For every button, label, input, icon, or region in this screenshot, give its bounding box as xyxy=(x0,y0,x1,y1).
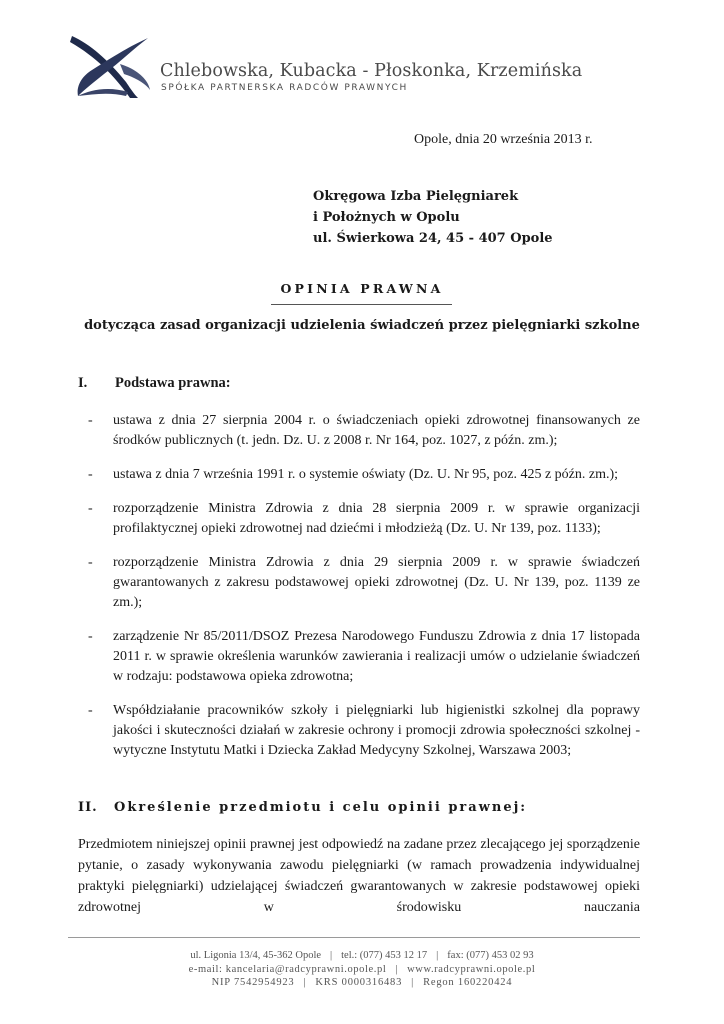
section-1-title: Podstawa prawna: xyxy=(115,375,231,391)
list-item-text: rozporządzenie Ministra Zdrowia z dnia 29 sierpnia 2009 r. w sprawie świadczeń gwarantowanych z zakresu podstawowej opieki zdrowotnej (Dz. U. Nr 139, poz. 1139 ze zm.); xyxy=(113,555,640,610)
legal-basis-list xyxy=(88,411,640,775)
firm-logo-icon xyxy=(68,34,152,100)
addressee-line: i Położnych w Opolu xyxy=(313,210,460,225)
footer-line-contact xyxy=(0,950,724,961)
section-2-number: II. xyxy=(78,800,98,815)
list-dash: - xyxy=(88,703,93,718)
footer-line-registry xyxy=(0,977,724,988)
list-item xyxy=(88,553,640,613)
title-underline xyxy=(271,304,452,305)
list-item xyxy=(88,627,640,687)
section-2-paragraph: Przedmiotem niniejszej opinii prawnej jest odpowiedź na zadane przez zlecającego jej sporządzenie pytanie, o zasady wykonywania zawodu pielęgniarki (w ramach prowadzenia indywidualnej praktyki pielęgniarki) udzielającej świadczeń gwarantowanych w zakresie podstawowej opieki zdrowotnej w środowisku nauczania xyxy=(78,837,640,915)
section-1-number: I. xyxy=(78,375,88,391)
footer-separator: | xyxy=(436,950,439,961)
footer-fax: fax: (077) 453 02 93 xyxy=(447,950,534,961)
addressee-line: ul. Świerkowa 24, 45 - 407 Opole xyxy=(313,231,553,246)
list-dash: - xyxy=(88,629,93,644)
list-item-text: ustawa z dnia 27 sierpnia 2004 r. o świadczeniach opieki zdrowotnej finansowanych ze środków publicznych (t. jedn. Dz. U. z 2008 r. Nr 164, poz. 1027, z późn. zm.); xyxy=(113,413,640,448)
addressee-line: Okręgowa Izba Pielęgniarek xyxy=(313,189,519,204)
footer-separator: | xyxy=(395,964,399,975)
footer-krs: KRS 0000316483 xyxy=(315,977,403,988)
firm-subtitle: SPÓŁKA PARTNERSKA RADCÓW PRAWNYCH xyxy=(161,83,408,93)
footer-separator: | xyxy=(411,977,415,988)
list-item-text: rozporządzenie Ministra Zdrowia z dnia 28 sierpnia 2009 r. w sprawie organizacji profilaktycznej opieki zdrowotnej nad dziećmi i młodzieżą (Dz. U. Nr 139, poz. 1133); xyxy=(113,501,640,536)
list-dash: - xyxy=(88,467,93,482)
footer-tel: tel.: (077) 453 12 17 xyxy=(341,950,428,961)
footer-separator: | xyxy=(330,950,333,961)
list-item xyxy=(88,499,640,539)
footer-nip: NIP 7542954923 xyxy=(211,977,295,988)
document-subtitle: dotycząca zasad organizacji udzielenia świadczeń przez pielęgniarki szkolne xyxy=(84,318,640,333)
list-item xyxy=(88,701,640,761)
list-dash: - xyxy=(88,555,93,570)
list-item xyxy=(88,465,640,485)
list-item-text: Współdziałanie pracowników szkoły i pielęgniarki lub higienistki szkolnej dla poprawy jakości i skuteczności działań w zakresie ochrony i promocji zdrowia społeczności szkolnej - wytyczne Instytutu Matki i Dziecka Zakład Medycyny Szkolnej, Warszawa 2003; xyxy=(113,703,640,758)
date-line: Opole, dnia 20 września 2013 r. xyxy=(414,132,593,147)
document-title: OPINIA PRAWNA xyxy=(280,281,444,296)
footer-email: e-mail: kancelaria@radcyprawni.opole.pl xyxy=(188,964,387,975)
footer-address: ul. Ligonia 13/4, 45-362 Opole xyxy=(190,950,322,961)
list-dash: - xyxy=(88,413,93,428)
list-item-text: ustawa z dnia 7 września 1991 r. o systemie oświaty (Dz. U. Nr 95, poz. 425 z późn. zm.); xyxy=(113,467,619,482)
footer-regon: Regon 160220424 xyxy=(423,977,513,988)
list-dash: - xyxy=(88,501,93,516)
footer-line-web xyxy=(0,964,724,975)
firm-name: Chlebowska, Kubacka - Płoskonka, Krzemińska xyxy=(160,61,583,81)
footer-divider xyxy=(68,937,640,938)
list-item xyxy=(88,411,640,451)
footer-separator: | xyxy=(303,977,307,988)
addressee-block xyxy=(313,186,553,249)
section-2-title: Określenie przedmiotu i celu opinii prawnej: xyxy=(114,800,528,815)
section-2-heading xyxy=(78,800,527,815)
footer-www: www.radcyprawni.opole.pl xyxy=(407,964,536,975)
list-item-text: zarządzenie Nr 85/2011/DSOZ Prezesa Narodowego Funduszu Zdrowia z dnia 17 listopada 2011 r. w sprawie określenia warunków zawierania i realizacji umów o udzielanie świadczeń w rodzaju: podstawowa opieka zdrowotna; xyxy=(113,629,640,684)
